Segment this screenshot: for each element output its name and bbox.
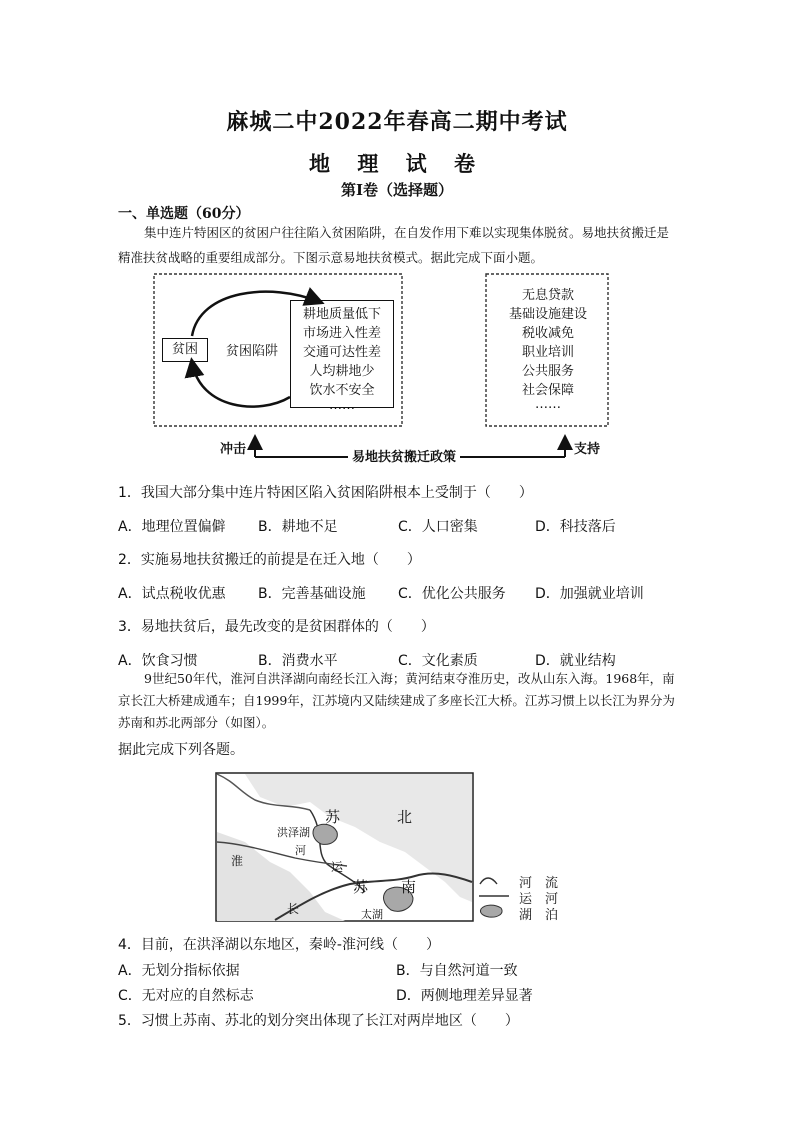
map-label-chang: 长 xyxy=(287,902,300,916)
support-more: …… xyxy=(535,397,561,412)
impact-label: 冲击 xyxy=(220,442,247,457)
q4-option-a[interactable]: A．无划分指标依据 xyxy=(118,963,240,979)
legend-river-symbol xyxy=(480,878,497,884)
cause-2: 市场进入性差 xyxy=(302,326,381,341)
passage-2-tail: 据此完成下列各题。 xyxy=(118,742,244,758)
cause-3: 交通可达性差 xyxy=(302,345,381,360)
cause-1: 耕地质量低下 xyxy=(302,307,381,322)
support-label: 支持 xyxy=(574,442,601,457)
legend-river-label: 河 流 xyxy=(519,876,559,891)
q1-option-d[interactable]: D．科技落后 xyxy=(535,519,616,535)
trap-label: 贫困陷阱 xyxy=(226,344,279,359)
jiangsu-map xyxy=(215,772,585,924)
support-5: 公共服务 xyxy=(521,364,574,379)
q3-option-d[interactable]: D．就业结构 xyxy=(535,653,616,669)
legend-canal-label: 运 河 xyxy=(519,892,559,907)
q1-option-b[interactable]: B．耕地不足 xyxy=(258,519,338,535)
q3-option-a[interactable]: A．饮食习惯 xyxy=(118,653,198,669)
cause-more: …… xyxy=(329,398,355,413)
map-label-su-south: 苏 xyxy=(353,878,369,896)
support-2: 基础设施建设 xyxy=(508,307,587,322)
q2-option-a[interactable]: A．试点税收优惠 xyxy=(118,586,226,602)
exam-title: 麻城二中2022年春高二期中考试 xyxy=(226,109,568,135)
legend-lake-label: 湖 泊 xyxy=(519,908,559,923)
question-2-options xyxy=(118,583,678,603)
cause-5: 饮水不安全 xyxy=(309,383,375,398)
lower-cycle-arrow xyxy=(192,362,290,407)
q4-option-d[interactable]: D．两侧地理差异显著 xyxy=(396,988,533,1004)
question-5: 5．习惯上苏南、苏北的划分突出体现了长江对两岸地区（ ） xyxy=(118,1013,519,1029)
hongze-lake xyxy=(313,824,337,844)
q2-option-b[interactable]: B．完善基础设施 xyxy=(258,586,366,602)
section-heading: 一、单选题（60分） xyxy=(118,206,250,222)
q1-option-a[interactable]: A．地理位置偏僻 xyxy=(118,519,226,535)
map-label-huai: 淮 xyxy=(231,854,244,868)
q2-option-d[interactable]: D．加强就业培训 xyxy=(535,586,644,602)
support-4: 职业培训 xyxy=(521,345,574,360)
support-3: 税收减免 xyxy=(521,326,574,341)
exam-volume: 第I卷（选择题） xyxy=(340,181,454,199)
question-3-options xyxy=(118,650,678,670)
support-1: 无息贷款 xyxy=(521,288,574,303)
q3-option-b[interactable]: B．消费水平 xyxy=(258,653,338,669)
map-label-taihu: 太湖 xyxy=(361,908,383,921)
map-label-bei: 北 xyxy=(397,808,413,826)
exam-subject: 地 理 试 卷 xyxy=(309,151,485,176)
q1-option-c[interactable]: C．人口密集 xyxy=(398,519,478,535)
q4-option-c[interactable]: C．无对应的自然标志 xyxy=(118,988,254,1004)
question-1: 1．我国大部分集中连片特困区陷入贫困陷阱根本上受制于（ ） xyxy=(118,485,533,501)
question-3: 3．易地扶贫后，最先改变的是贫困群体的（ ） xyxy=(118,619,435,635)
question-4: 4．目前，在洪泽湖以东地区，秦岭-淮河线（ ） xyxy=(118,937,440,953)
cause-4: 人均耕地少 xyxy=(309,364,375,379)
question-1-options xyxy=(118,516,678,536)
question-4-options-row1 xyxy=(118,960,678,980)
poverty-box: 贫困 xyxy=(162,338,208,362)
legend-lake-symbol xyxy=(480,905,502,917)
poverty-diagram xyxy=(150,270,620,470)
passage-1: 集中连片特困区的贫困户往往陷入贫困陷阱，在自发作用下难以实现集体脱贫。易地扶贫搬迁是精准扶贫战略的重要组成部分。下图示意易地扶贫模式。据此完成下面小题。 xyxy=(118,225,670,265)
map-label-he: 河 xyxy=(295,844,306,857)
support-measures xyxy=(486,286,610,410)
q2-option-c[interactable]: C．优化公共服务 xyxy=(398,586,506,602)
trap-causes-box xyxy=(290,300,394,413)
q4-option-b[interactable]: B．与自然河道一致 xyxy=(396,963,518,979)
map-label-su-north: 苏 xyxy=(325,808,341,826)
policy-label: 易地扶贫搬迁政策 xyxy=(348,446,460,465)
passage-2: 9世纪50年代，淮河自洪泽湖向南经长江入海；黄河结束夺淮历史，改从山东入海。1968年，南京长江大桥建成通车；自1999年，江苏境内又陆续建成了多座长江大桥。江苏习惯上以长江为界分为苏南和苏北两部分（如图）。 xyxy=(118,671,675,730)
question-4-options-row2 xyxy=(118,985,678,1005)
map-label-nan: 南 xyxy=(401,878,417,896)
question-2: 2．实施易地扶贫搬迁的前提是在迁入地（ ） xyxy=(118,552,421,568)
support-6: 社会保障 xyxy=(521,383,574,398)
q3-option-c[interactable]: C．文化素质 xyxy=(398,653,478,669)
map-label-hongze: 洪泽湖 xyxy=(277,826,310,839)
map-label-yun: 运 xyxy=(331,860,344,874)
